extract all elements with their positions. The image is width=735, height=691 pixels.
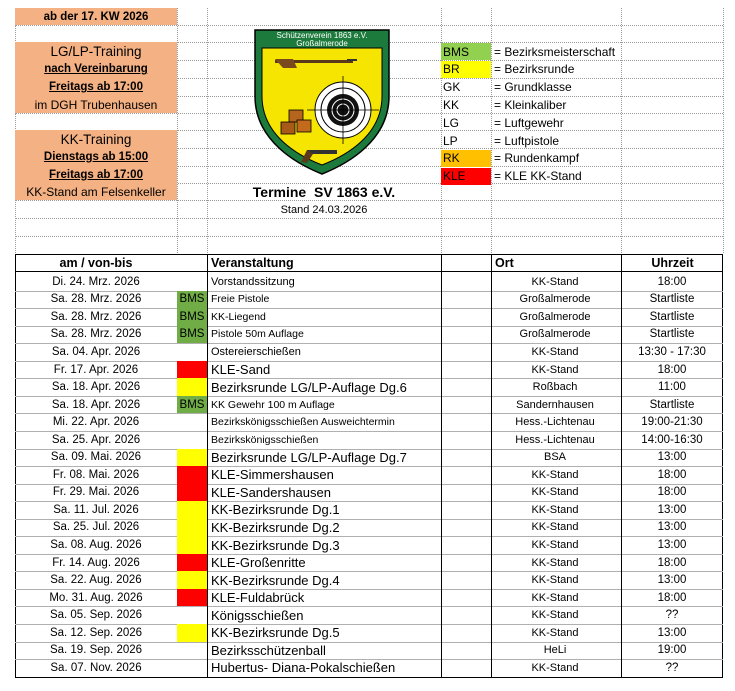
row-event: Bezirksrunde LG/LP-Auflage Dg.7 — [211, 449, 407, 465]
row-date: Sa. 28. Mrz. 2026 — [50, 328, 142, 341]
row-event: Ostereierschießen — [211, 345, 301, 358]
row-event: KLE-Simmershausen — [211, 467, 334, 483]
club-logo — [247, 26, 397, 176]
row-date: Fr. 08. Mai. 2026 — [52, 468, 140, 481]
row-date: Mi. 22. Apr. 2026 — [52, 416, 140, 429]
row-date: Sa. 19. Sep. 2026 — [49, 644, 143, 657]
lg-training-note: nach Vereinbarung — [15, 60, 177, 78]
legend-code: KK — [443, 97, 460, 112]
row-event: Bezirkskönigsschießen Ausweichtermin — [211, 416, 395, 429]
legend-text: = Luftgewehr — [494, 115, 564, 130]
legend-text: = Bezirksmeisterschaft — [494, 44, 616, 59]
logo-line2: Großalmerode — [296, 39, 348, 48]
row-place: Hess.-Lichtenau — [515, 416, 595, 429]
row-place: Roßbach — [532, 381, 578, 394]
row-date: Sa. 04. Apr. 2026 — [51, 345, 141, 358]
table-row — [15, 571, 723, 589]
row-time: 11:00 — [658, 381, 686, 394]
header-spacer — [441, 254, 491, 272]
legend-code: BR — [441, 61, 491, 78]
row-event: KK-Bezirksrunde Dg.3 — [211, 537, 340, 553]
table-row — [15, 589, 723, 607]
row-event: KLE-Großenritte — [211, 555, 306, 571]
row-place: KK-Stand — [531, 609, 579, 622]
stand-date: Stand 24.03.2026 — [280, 203, 368, 216]
row-place: KK-Stand — [531, 345, 579, 358]
row-place: KK-Stand — [531, 363, 579, 376]
header-time: Uhrzeit — [621, 254, 723, 272]
row-tag — [177, 361, 207, 379]
row-tag — [177, 466, 207, 484]
table-row — [15, 449, 723, 467]
row-date: Sa. 18. Apr. 2026 — [51, 398, 141, 411]
row-date: Sa. 18. Apr. 2026 — [51, 381, 141, 394]
row-place: KK-Stand — [531, 275, 579, 288]
column-divider — [441, 254, 442, 678]
row-event: Freie Pistole — [211, 293, 270, 306]
row-time: 18:00 — [657, 363, 687, 376]
table-row — [15, 642, 723, 660]
header-place: Ort — [491, 254, 621, 272]
table-row — [15, 361, 723, 379]
row-place: KK-Stand — [531, 556, 579, 569]
row-event: KK-Liegend — [211, 310, 266, 323]
row-event: Bezirkskönigsschießen — [211, 433, 319, 446]
row-event: Vorstandssitzung — [211, 275, 295, 288]
row-time: 13:00 — [657, 574, 687, 587]
table-row — [15, 343, 723, 361]
legend-code: GK — [443, 80, 461, 95]
kk-training-day2: Freitags ab 17:00 — [15, 166, 177, 183]
table-row — [15, 624, 723, 642]
lg-training-place: im DGH Trubenhausen — [15, 96, 177, 113]
column-divider — [207, 254, 208, 678]
table-row — [15, 554, 723, 572]
table-row — [15, 291, 723, 309]
row-place: Großalmerode — [519, 310, 591, 323]
row-tag: BMS — [177, 326, 207, 344]
row-date: Sa. 09. Mai. 2026 — [50, 451, 142, 464]
row-place: Sandernhausen — [516, 398, 594, 411]
row-time: 19:00-21:30 — [641, 416, 703, 429]
row-tag — [177, 536, 207, 554]
row-place: KK-Stand — [531, 574, 579, 587]
row-tag: BMS — [177, 291, 207, 309]
legend-text: = Kleinkaliber — [494, 97, 567, 112]
row-event: Bezirksschützenball — [211, 642, 326, 658]
header-event: Veranstaltung — [207, 254, 441, 272]
table-row — [15, 413, 723, 431]
page-title: Termine SV 1863 e.V. — [252, 183, 396, 200]
row-tag — [177, 642, 207, 660]
row-place: KK-Stand — [531, 626, 579, 639]
table-row — [15, 606, 723, 624]
row-event: Bezirksrunde LG/LP-Auflage Dg.6 — [211, 379, 407, 395]
row-event: KLE-Sandershausen — [211, 484, 331, 500]
row-place: KK-Stand — [531, 503, 579, 516]
legend-code: LP — [443, 133, 458, 148]
row-time: 13:00 — [657, 539, 687, 552]
row-place: KK-Stand — [531, 661, 579, 674]
row-tag — [177, 571, 207, 589]
row-place: HeLi — [543, 644, 567, 657]
row-time: 13:00 — [657, 503, 687, 516]
row-tag — [177, 501, 207, 519]
lg-training-day: Freitags ab 17:00 — [15, 78, 177, 96]
row-tag — [177, 343, 207, 361]
row-date: Fr. 14. Aug. 2026 — [52, 556, 140, 569]
row-date: Sa. 07. Nov. 2026 — [50, 661, 142, 674]
row-place: KK-Stand — [531, 539, 579, 552]
row-time: 13:00 — [657, 626, 687, 639]
row-tag — [177, 519, 207, 537]
row-place: KK-Stand — [531, 486, 579, 499]
column-divider — [491, 254, 492, 678]
row-date: Sa. 05. Sep. 2026 — [49, 609, 143, 622]
row-date: Sa. 12. Sep. 2026 — [49, 626, 143, 639]
row-tag — [177, 273, 207, 291]
row-time: 13:30 - 17:30 — [638, 345, 706, 358]
row-event: KK-Bezirksrunde Dg.4 — [211, 572, 340, 588]
row-time: Startliste — [649, 293, 695, 306]
row-time: Startliste — [649, 328, 695, 341]
row-tag — [177, 378, 207, 396]
legend-text: = Rundenkampf — [494, 151, 580, 166]
legend-text: = KLE KK-Stand — [494, 169, 582, 184]
row-place: KK-Stand — [531, 521, 579, 534]
row-tag — [177, 484, 207, 502]
row-tag — [177, 431, 207, 449]
row-tag — [177, 554, 207, 572]
header-date: am / von-bis — [15, 254, 177, 272]
row-event: KK-Bezirksrunde Dg.5 — [211, 625, 340, 641]
legend-text: = Bezirksrunde — [494, 62, 575, 77]
row-date: Sa. 25. Jul. 2026 — [52, 521, 140, 534]
row-tag — [177, 624, 207, 642]
table-row — [15, 308, 723, 326]
table-row — [15, 431, 723, 449]
row-date: Fr. 29. Mai. 2026 — [52, 486, 140, 499]
table-row — [15, 536, 723, 554]
header-tag-spacer — [177, 254, 207, 272]
legend-text: = Luftpistole — [494, 133, 560, 148]
row-place: KK-Stand — [531, 591, 579, 604]
table-row — [15, 466, 723, 484]
logo-line1: Schützenverein 1863 e.V. — [276, 31, 368, 40]
row-date: Sa. 25. Apr. 2026 — [51, 433, 141, 446]
row-tag — [177, 606, 207, 624]
legend-text: = Grundklasse — [494, 80, 572, 95]
row-tag — [177, 659, 207, 677]
legend-code: RK — [441, 150, 491, 167]
row-date: Fr. 17. Apr. 2026 — [53, 363, 139, 376]
table-row — [15, 501, 723, 519]
table-row — [15, 396, 723, 414]
row-time: 14:00-16:30 — [641, 433, 703, 446]
table-row — [15, 326, 723, 344]
row-event: KLE-Fuldabrück — [211, 590, 305, 606]
row-place: Großalmerode — [519, 328, 591, 341]
row-time: 13:00 — [657, 521, 687, 534]
table-row — [15, 378, 723, 396]
table-row — [15, 519, 723, 537]
kk-training-day1: Dienstags ab 15:00 — [15, 148, 177, 166]
table-bottom-border — [15, 677, 723, 678]
row-place: Hess.-Lichtenau — [515, 433, 595, 446]
row-tag — [177, 413, 207, 431]
row-time: Startliste — [649, 398, 695, 411]
row-event: Hubertus- Diana-Pokalschießen — [211, 660, 396, 676]
row-tag — [177, 449, 207, 467]
table-row — [15, 659, 723, 677]
row-event: Königsschießen — [211, 607, 304, 623]
week-label: ab der 17. KW 2026 — [15, 8, 177, 25]
row-date: Sa. 11. Jul. 2026 — [53, 503, 139, 516]
row-tag: BMS — [177, 308, 207, 326]
row-time: 18:00 — [657, 486, 687, 499]
row-time: 18:00 — [657, 275, 687, 288]
kk-training-heading: KK-Training — [15, 130, 177, 148]
row-event: Pistole 50m Auflage — [211, 328, 304, 341]
row-event: KK Gewehr 100 m Auflage — [211, 398, 335, 411]
row-time: ?? — [665, 661, 679, 674]
row-time: Startliste — [649, 310, 695, 323]
row-date: Mo. 31. Aug. 2026 — [49, 591, 143, 604]
row-place: Großalmerode — [519, 293, 591, 306]
row-date: Di. 24. Mrz. 2026 — [52, 275, 140, 288]
table-row — [15, 484, 723, 502]
row-tag: BMS — [177, 396, 207, 414]
row-place: BSA — [543, 451, 566, 464]
row-time: 18:00 — [657, 591, 687, 604]
row-event: KK-Bezirksrunde Dg.2 — [211, 519, 340, 535]
row-time: 13:00 — [657, 451, 687, 464]
row-date: Sa. 28. Mrz. 2026 — [50, 310, 142, 323]
row-tag — [177, 589, 207, 607]
row-time: 18:00 — [657, 468, 687, 481]
column-divider — [621, 254, 622, 678]
row-event: KLE-Sand — [211, 362, 271, 378]
legend-code: BMS — [441, 43, 491, 60]
legend-code: KLE — [441, 168, 491, 185]
row-date: Sa. 28. Mrz. 2026 — [50, 293, 142, 306]
legend-code: LG — [443, 115, 460, 130]
lg-training-heading: LG/LP-Training — [15, 42, 177, 60]
kk-training-place: KK-Stand am Felsenkeller — [15, 183, 177, 200]
row-place: KK-Stand — [531, 468, 579, 481]
row-date: Sa. 22. Aug. 2026 — [50, 574, 142, 587]
row-date: Sa. 08. Aug. 2026 — [50, 539, 142, 552]
row-time: 19:00 — [657, 644, 687, 657]
row-time: 18:00 — [657, 556, 687, 569]
table-row — [15, 273, 723, 291]
row-time: ?? — [665, 609, 679, 622]
row-event: KK-Bezirksrunde Dg.1 — [211, 502, 340, 518]
